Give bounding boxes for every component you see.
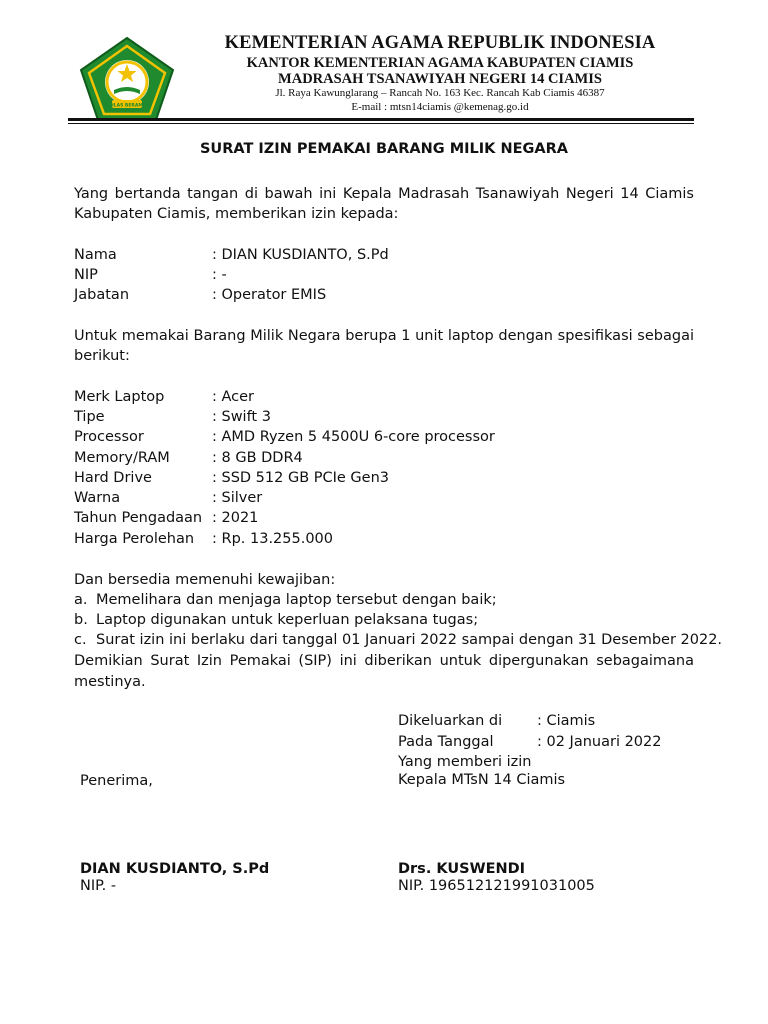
spec-label: Tipe [74,409,105,425]
head-nip: NIP. 196512121991031005 [398,878,595,894]
document-title: SURAT IZIN PEMAKAI BARANG MILIK NEGARA [199,141,569,157]
permit-giver-title: Kepala MTsN 14 Ciamis [398,772,566,788]
closing-line-1: Demikian Surat Izin Pemakai (SIP) ini diberikan untuk dipergunakan sebagaimana [74,653,694,669]
obligation-text: Laptop digunakan untuk keperluan pelaksana tugas; [96,612,479,628]
spec-value: : SSD 512 GB PCIe Gen3 [212,470,390,486]
obligation-item [74,610,478,630]
closing-line-2: mestinya. [74,674,146,690]
list-marker: c. [74,632,87,648]
spec-value: : AMD Ryzen 5 4500U 6-core processor [212,429,495,445]
logo-ribbon-text: IKHLAS BERAMAL [104,103,150,109]
spec-value: : Acer [212,389,255,405]
field-label: Nama [74,247,117,263]
receiver-name: DIAN KUSDIANTO, S.Pd [80,861,270,877]
receiver-nip: NIP. - [80,878,117,894]
intro-line-1: Yang bertanda tangan di bawah ini Kepala Madrasah Tsanawiyah Negeri 14 Ciamis [74,186,694,202]
obligation-item [74,590,497,610]
obligation-item [74,630,722,650]
intro-line-2: Kabupaten Ciamis, memberikan izin kepada: [74,206,399,222]
spec-label: Memory/RAM [74,450,170,466]
field-value: : Operator EMIS [212,287,327,303]
issue-place-value: : Ciamis [537,713,596,729]
ministry-logo [78,36,176,122]
letterhead-thick-rule [68,118,694,121]
spec-value: : 2021 [212,510,259,526]
head-name: Drs. KUSWENDI [398,861,526,877]
spec-value: : 8 GB DDR4 [212,450,303,466]
field-value: : DIAN KUSDIANTO, S.Pd [212,247,389,263]
list-marker: b. [74,612,88,628]
spec-label: Harga Perolehan [74,531,195,547]
purpose-line-2: berikut: [74,348,130,364]
obligations-heading: Dan bersedia memenuhi kewajiban: [74,572,336,588]
field-label: Jabatan [74,287,130,303]
spec-value: : Silver [212,490,263,506]
field-label: NIP [74,267,98,283]
letterhead-thin-rule [68,123,694,124]
receiver-label: Penerima, [80,773,153,789]
spec-value: : Swift 3 [212,409,271,425]
spec-label: Warna [74,490,121,506]
issue-date-label: Pada Tanggal [398,734,494,750]
spec-label: Tahun Pengadaan [74,510,203,526]
letterhead-office: KANTOR KEMENTERIAN AGAMA KABUPATEN CIAMIS [246,55,634,71]
purpose-line-1: Untuk memakai Barang Milik Negara berupa 1 unit laptop dengan spesifikasi sebagai [74,328,694,344]
letterhead-address: Jl. Raya Kawunglarang – Rancah No. 163 Kec. Rancah Kab Ciamis 46387 [275,87,605,99]
list-marker: a. [74,592,88,608]
obligation-text: Memelihara dan menjaga laptop tersebut dengan baik; [96,592,497,608]
spec-label: Merk Laptop [74,389,165,405]
spec-label: Processor [74,429,144,445]
issue-date-value: : 02 Januari 2022 [537,734,662,750]
field-value: : - [212,267,227,283]
letterhead-email: E-mail : mtsn14ciamis @kemenag.go.id [351,101,529,113]
spec-label: Hard Drive [74,470,152,486]
kemenag-emblem-icon [78,36,176,122]
letterhead-school: MADRASAH TSANAWIYAH NEGERI 14 CIAMIS [278,71,602,87]
issue-place-label: Dikeluarkan di [398,713,503,729]
letterhead-ministry: KEMENTERIAN AGAMA REPUBLIK INDONESIA [224,33,656,53]
spec-value: : Rp. 13.255.000 [212,531,334,547]
obligation-text: Surat izin ini berlaku dari tanggal 01 Januari 2022 sampai dengan 31 Desember 2022. [96,632,723,648]
permit-giver-label: Yang memberi izin [398,754,532,770]
